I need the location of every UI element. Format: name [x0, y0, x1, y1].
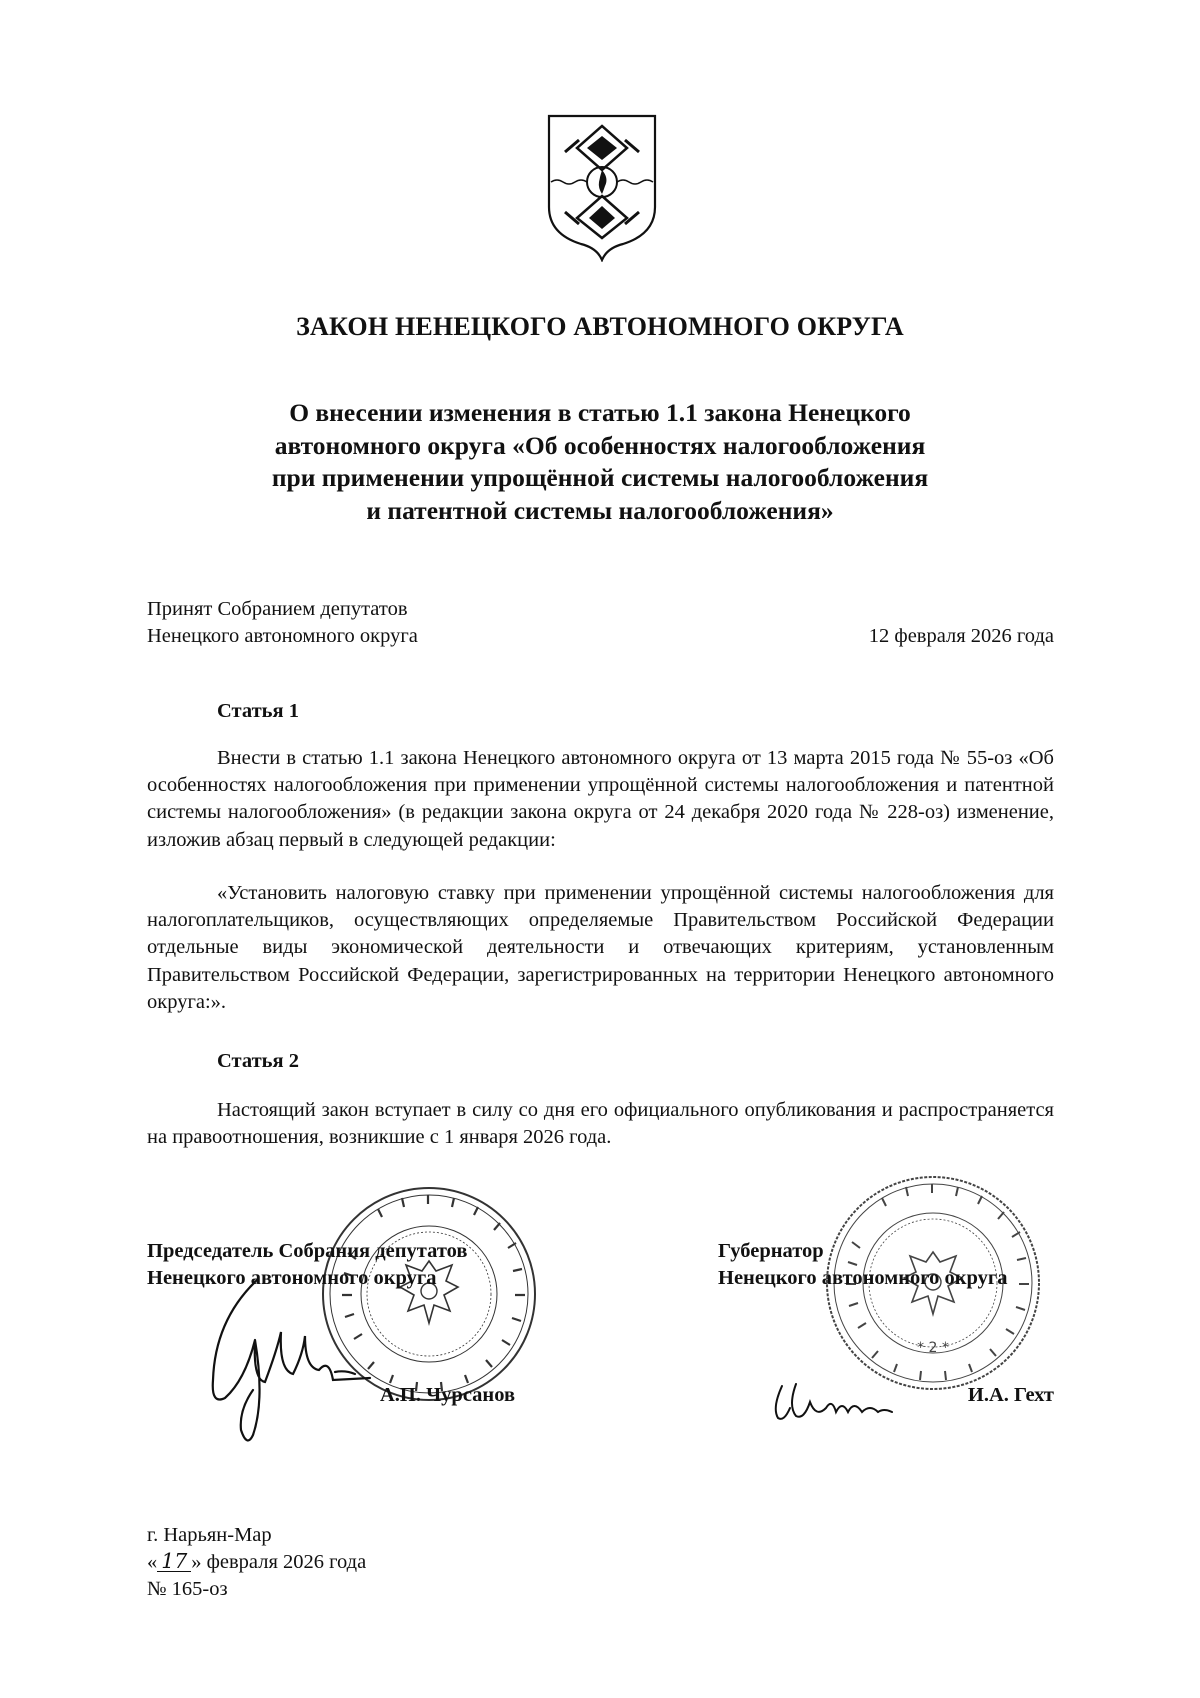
adoption-note [147, 596, 418, 650]
place-of-signing: г. Нарьян-Мар [147, 1524, 272, 1546]
law-subtitle [0, 397, 1200, 527]
article-1-paragraph-2: «Установить налоговую ставку при применении упрощённой системы налогообложения для налогоплательщиков, осуществляющих определяемые Правительством Российской Федерации отдельные виды экономической деятельности и отвечающих критериям, установленным Правительством Российской Федерации, зарегистрированных на территории Ненецкого автономного округа:». [147, 882, 1054, 1013]
law-subtitle-line: при применении упрощённой системы налогообложения [271, 463, 929, 492]
law-title: ЗАКОН НЕНЕЦКОГО АВТОНОМНОГО ОКРУГА [296, 312, 904, 341]
governor-title-line: Ненецкого автономного округа [718, 1267, 1008, 1289]
place-date-number-block [147, 1522, 366, 1603]
chairman-name: А.П. Чурсанов [380, 1384, 516, 1406]
law-subtitle-line: и патентной системы налогообложения» [366, 495, 834, 525]
adoption-date: 12 февраля 2026 года [868, 625, 1054, 647]
chairman-signature-icon [195, 1270, 420, 1450]
nenets-coat-of-arms-icon [543, 112, 661, 262]
adoption-line: Ненецкого автономного округа [147, 625, 418, 647]
article-1-paragraph-1: Внести в статью 1.1 закона Ненецкого автономного округа от 13 марта 2015 года № 55-оз «Об особенностях налогообложения при применении упрощённой системы налогообложения и патентной системы налогообложения» (в редакции закона округа от 24 декабря 2020 года № 228-оз) изменение, изложив абзац первый в следующей редакции: [147, 747, 1054, 851]
svg-text:* 2 *: * 2 * [917, 1340, 949, 1356]
governor-title [718, 1238, 1007, 1292]
article-1-heading: Статья 1 [217, 700, 299, 722]
date-open-quote: « [147, 1551, 158, 1573]
adoption-line: Принят Собранием депутатов [147, 598, 408, 620]
law-subtitle-line: О внесении изменения в статью 1.1 закона Ненецкого [289, 398, 911, 427]
article-2-paragraph-1: Настоящий закон вступает в силу со дня его официального опубликования и распространяется на правоотношения, возникшие с 1 января 2026 года. [147, 1099, 1054, 1149]
governor-name: И.А. Гехт [967, 1384, 1054, 1406]
signing-date [147, 1549, 366, 1576]
chairman-title-line: Ненецкого автономного округа [147, 1267, 437, 1289]
signing-day: 17 [157, 1551, 191, 1572]
date-month-year: » февраля 2026 года [191, 1551, 367, 1573]
chairman-title-line: Председатель Собрания депутатов [147, 1240, 468, 1262]
governor-title-line: Губернатор [718, 1240, 824, 1262]
law-number: № 165-оз [147, 1578, 228, 1600]
governor-signature-icon [770, 1378, 900, 1428]
law-subtitle-line: автономного округа «Об особенностях налогообложения [274, 430, 926, 460]
article-2-heading: Статья 2 [217, 1050, 299, 1072]
